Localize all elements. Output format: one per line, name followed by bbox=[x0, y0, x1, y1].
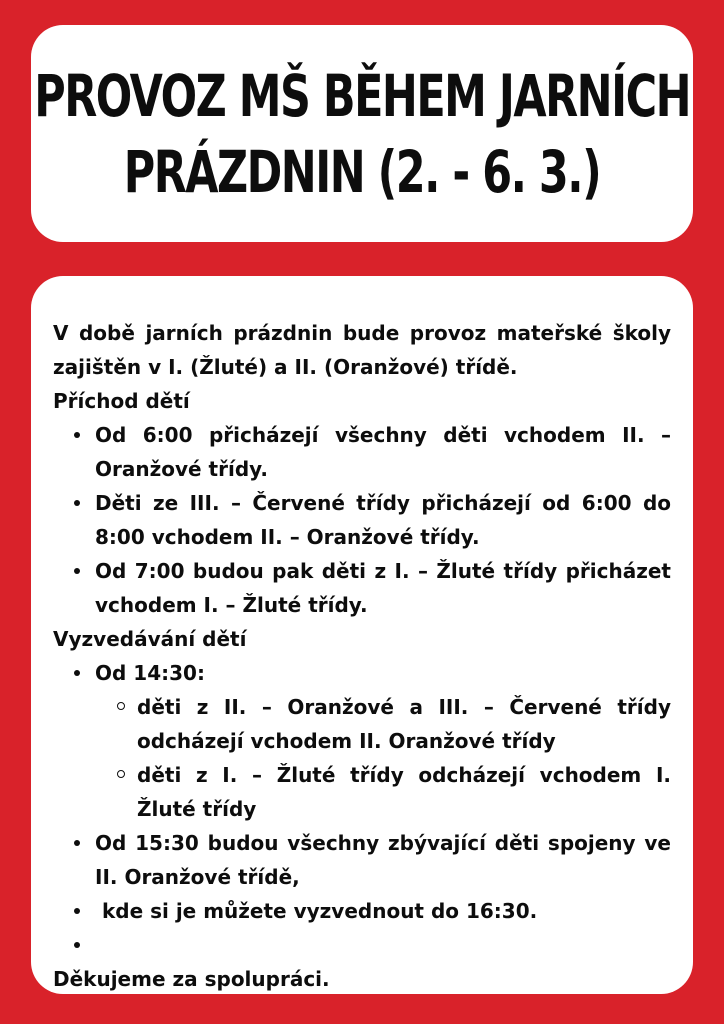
pickup-subitem-2: děti z I. – Žluté třídy odcházejí vchodem I. Žluté třídy bbox=[53, 758, 671, 826]
pickup-item-3: kde si je můžete vyzvednout do 16:30. bbox=[53, 894, 671, 928]
pickup-item-1: Od 14:30: bbox=[53, 656, 671, 690]
thanks-text: Děkujeme za spolupráci. bbox=[53, 967, 330, 991]
arrival-item-3: Od 7:00 budou pak děti z I. – Žluté třídy přicházet vchodem I. – Žluté třídy. bbox=[53, 554, 671, 622]
arrival-item-1: Od 6:00 přicházejí všechny děti vchodem II. – Oranžové třídy. bbox=[53, 418, 671, 486]
pickup-item-empty bbox=[53, 928, 671, 962]
title-line-1: PROVOZ MŠ BĚHEM JARNÍCH bbox=[34, 61, 690, 130]
title-line-2: PRÁZDNIN (2. - 6. 3.) bbox=[123, 137, 601, 206]
intro-paragraph: V době jarních prázdnin bude provoz mateřské školy zajištěn v I. (Žluté) a II. (Oranžové) třídě. bbox=[53, 321, 671, 379]
body-card bbox=[31, 276, 693, 994]
title-card bbox=[31, 25, 693, 242]
arrival-heading: Příchod dětí bbox=[53, 389, 190, 413]
pickup-item-2: Od 15:30 budou všechny zbývající děti spojeny ve II. Oranžové třídě, bbox=[53, 826, 671, 894]
pickup-subitem-1: děti z II. – Oranžové a III. – Červené třídy odcházejí vchodem II. Oranžové třídy bbox=[53, 690, 671, 758]
arrival-item-2: Děti ze III. – Červené třídy přicházejí od 6:00 do 8:00 vchodem II. – Oranžové třídy. bbox=[53, 486, 671, 554]
pickup-heading: Vyzvedávání dětí bbox=[53, 627, 247, 651]
